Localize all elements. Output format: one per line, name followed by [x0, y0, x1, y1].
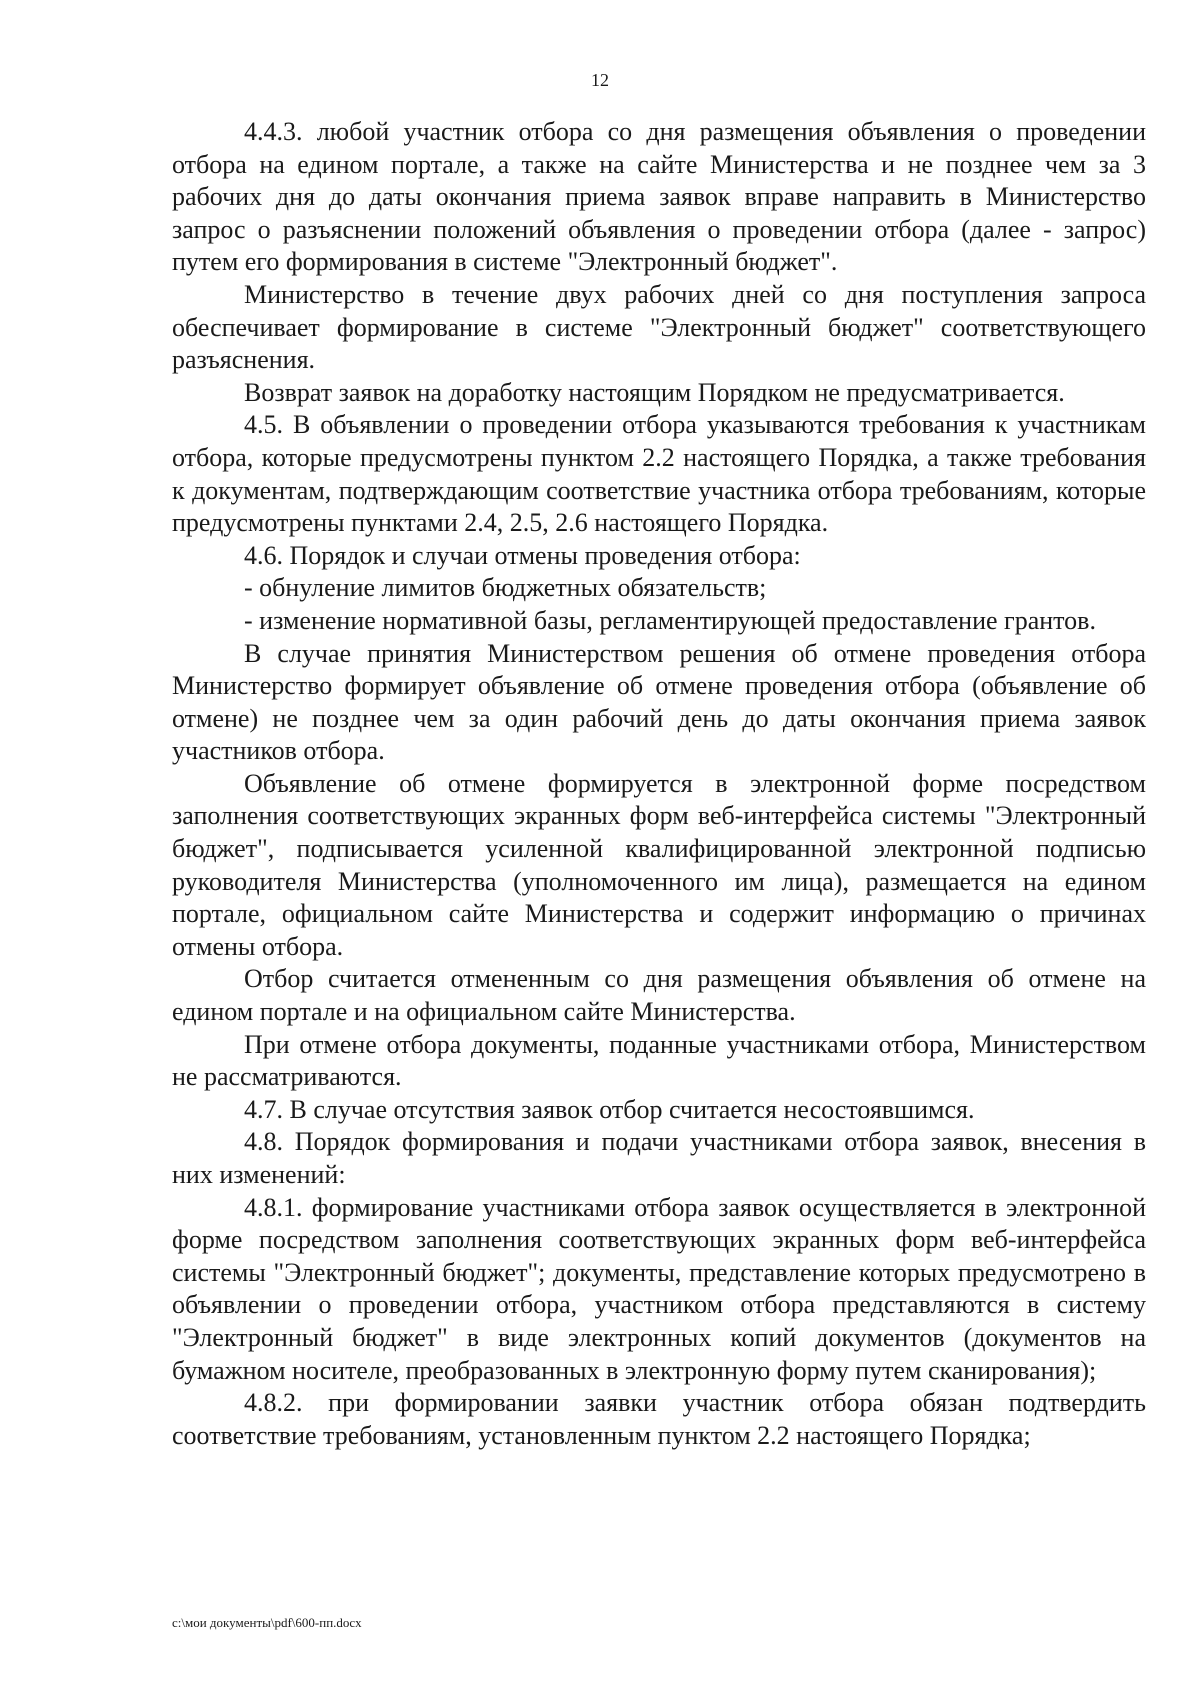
paragraph-4-8-2: 4.8.2. при формировании заявки участник отбора обязан подтвердить соответствие требованиям, установленным пунктом 2.2 настоящего Порядка; — [172, 1388, 1146, 1450]
paragraph-cancel-decision: В случае принятия Министерством решения об отмене проведения отбора Министерство формирует объявление об отмене проведения отбора (объявление об отмене) не позднее чем за один рабочий день до даты окончания приема заявок участников отбора. — [172, 638, 1146, 766]
list-item-regulations: - изменение нормативной базы, регламентирующей предоставление грантов. — [244, 605, 1096, 635]
paragraph-4-8-1: 4.8.1. формирование участниками отбора заявок осуществляется в электронной форме посредством заполнения соответствующих экранных форм веб-интерфейса системы "Электронный бюджет"; документы, представление которых предусмотрено в объявлении о проведении отбора, участником отбора представляются в систему "Электронный бюджет" в виде электронных копий документов (документов на бумажном носителе, преобразованных в электронную форму путем сканирования); — [172, 1192, 1146, 1385]
paragraph-4-4-3: 4.4.3. любой участник отбора со дня размещения объявления о проведении отбора на едином портале, а также на сайте Министерства и не позднее чем за 3 рабочих дня до даты окончания приема заявок вправе направить в Министерство запрос о разъяснении положений объявления о проведении отбора (далее - запрос) путем его формирования в системе "Электронный бюджет". — [172, 117, 1146, 277]
page-number: 12 — [591, 70, 609, 90]
paragraph-cancel-documents: При отмене отбора документы, поданные участниками отбора, Министерством не рассматриваются. — [172, 1029, 1146, 1092]
paragraph-4-6: 4.6. Порядок и случаи отмены проведения отбора: — [244, 540, 801, 570]
paragraph-cancel-announcement: Объявление об отмене формируется в электронной форме посредством заполнения соответствующих экранных форм веб-интерфейса системы "Электронный бюджет", подписывается усиленной квалифицированной электронной подписью руководителя Министерства (уполномоченного им лица), размещается на едином портале, официальном сайте Министерства и содержит информацию о причинах отмены отбора. — [172, 768, 1146, 961]
paragraph-no-return: Возврат заявок на доработку настоящим Порядком не предусматривается. — [244, 377, 1065, 407]
paragraph-4-7: 4.7. В случае отсутствия заявок отбор считается несостоявшимся. — [244, 1094, 975, 1124]
paragraph-4-8: 4.8. Порядок формирования и подачи участниками отбора заявок, внесения в них изменений: — [172, 1127, 1146, 1189]
paragraph-4-5: 4.5. В объявлении о проведении отбора указываются требования к участникам отбора, которые предусмотрены пунктом 2.2 настоящего Порядка, а также требования к документам, подтверждающим соответствие участника отбора требованиям, которые предусмотрены пунктами 2.4, 2.5, 2.6 настоящего Порядка. — [172, 410, 1146, 538]
list-item-limits: - обнуление лимитов бюджетных обязательств; — [244, 573, 767, 603]
paragraph-cancel-effective: Отбор считается отмененным со дня размещения объявления об отмене на едином портале и на официальном сайте Министерства. — [172, 964, 1146, 1027]
document-body — [172, 116, 1146, 1452]
paragraph-clarification: Министерство в течение двух рабочих дней со дня поступления запроса обеспечивает формирование в системе "Электронный бюджет" соответствующего разъяснения. — [172, 279, 1146, 375]
footer-file-path: c:\мои документы\pdf\600-пп.docx — [172, 1615, 362, 1630]
